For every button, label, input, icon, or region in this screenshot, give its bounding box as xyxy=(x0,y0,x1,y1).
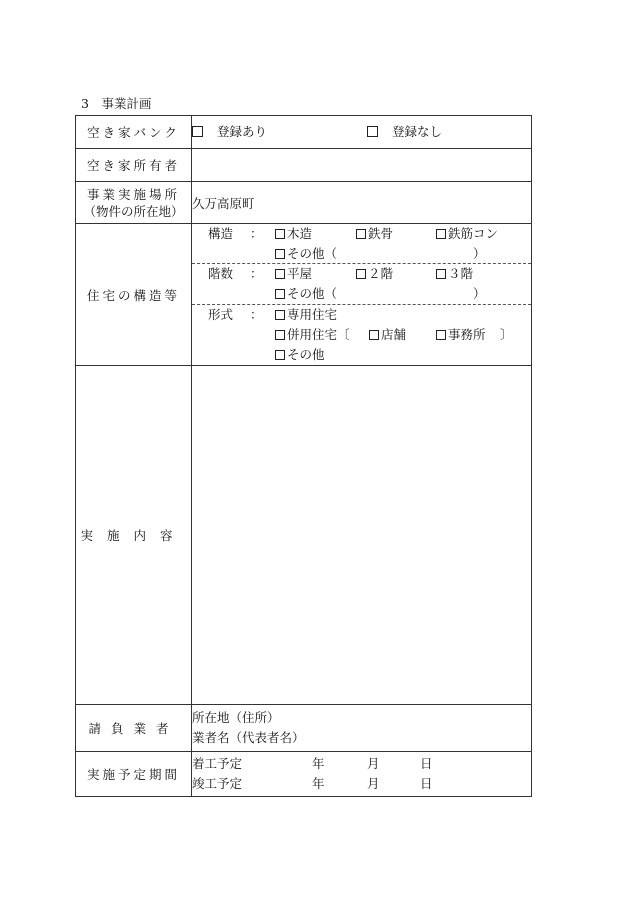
keishiki-office-option[interactable]: 事務所 xyxy=(436,325,486,345)
checkbox-icon[interactable] xyxy=(356,269,366,279)
akiya-bank-yes-option[interactable]: 登録あり xyxy=(192,122,267,142)
contractor-address: 所在地（住所） xyxy=(192,710,280,725)
location-label: 事業実施場所 （物件の所在地） xyxy=(76,182,192,224)
owner-field[interactable] xyxy=(192,149,532,182)
checkbox-icon[interactable] xyxy=(369,330,379,340)
checkbox-icon[interactable] xyxy=(356,229,366,239)
kouzou-rc-option[interactable]: 鉄筋コン xyxy=(436,224,498,244)
checkbox-icon[interactable] xyxy=(275,229,285,239)
period-cell[interactable] xyxy=(192,752,532,797)
contractor-cell[interactable] xyxy=(192,705,532,752)
checkbox-icon[interactable] xyxy=(275,249,285,259)
checkbox-icon[interactable] xyxy=(367,126,378,137)
checkbox-icon[interactable] xyxy=(275,289,285,299)
period-label: 実施予定期間 xyxy=(76,752,192,797)
checkbox-icon[interactable] xyxy=(436,229,446,239)
checkbox-icon[interactable] xyxy=(275,269,285,279)
content-field[interactable] xyxy=(192,366,532,705)
keishiki-group: 形式 ： 専用住宅 併用住宅〔 店舗 事務所 〕 その他 xyxy=(192,305,531,365)
project-plan-table xyxy=(75,115,532,797)
checkbox-icon[interactable] xyxy=(436,330,446,340)
akiya-bank-no-option[interactable]: 登録なし xyxy=(367,122,442,142)
akiya-bank-label: 空き家バンク xyxy=(76,116,192,149)
section-heading: 3 事業計画 xyxy=(81,96,152,111)
checkbox-icon[interactable] xyxy=(275,350,285,360)
content-label: 実施内容 xyxy=(76,366,192,705)
owner-label: 空き家所有者 xyxy=(76,149,192,182)
checkbox-icon[interactable] xyxy=(436,269,446,279)
akiya-bank-cell xyxy=(192,116,532,149)
kaisuu-2f-option[interactable]: ２階 xyxy=(356,264,393,284)
end-date-row: 竣工予定 年 月 日 xyxy=(192,776,433,791)
checkbox-icon[interactable] xyxy=(275,330,285,340)
keishiki-dedicated-option[interactable]: 専用住宅 xyxy=(275,305,337,325)
kouzou-steel-option[interactable]: 鉄骨 xyxy=(356,224,393,244)
kaisuu-group: 階数 ： 平屋 ２階 ３階 その他（ ） xyxy=(192,264,531,305)
start-date-row: 着工予定 年 月 日 xyxy=(192,756,433,771)
keishiki-shop-option[interactable]: 店舗 xyxy=(369,325,406,345)
keishiki-combined-option[interactable]: 併用住宅〔 xyxy=(275,325,350,345)
structure-label: 住宅の構造等 xyxy=(76,224,192,366)
structure-cell xyxy=(192,224,532,366)
checkbox-icon[interactable] xyxy=(192,126,203,137)
kouzou-other-option[interactable]: その他（ xyxy=(275,244,337,264)
keishiki-other-option[interactable]: その他 xyxy=(275,345,325,365)
contractor-label: 請負業者 xyxy=(76,705,192,752)
checkbox-icon[interactable] xyxy=(275,310,285,320)
kouzou-group: 構造 ： 木造 鉄骨 鉄筋コン その他（ ） xyxy=(192,224,531,264)
kaisuu-1f-option[interactable]: 平屋 xyxy=(275,264,312,284)
kaisuu-other-option[interactable]: その他（ xyxy=(275,284,337,304)
contractor-name: 業者名（代表者名） xyxy=(192,730,305,745)
kaisuu-3f-option[interactable]: ３階 xyxy=(436,264,473,284)
kouzou-wood-option[interactable]: 木造 xyxy=(275,224,312,244)
location-field[interactable]: 久万高原町 xyxy=(192,182,532,224)
